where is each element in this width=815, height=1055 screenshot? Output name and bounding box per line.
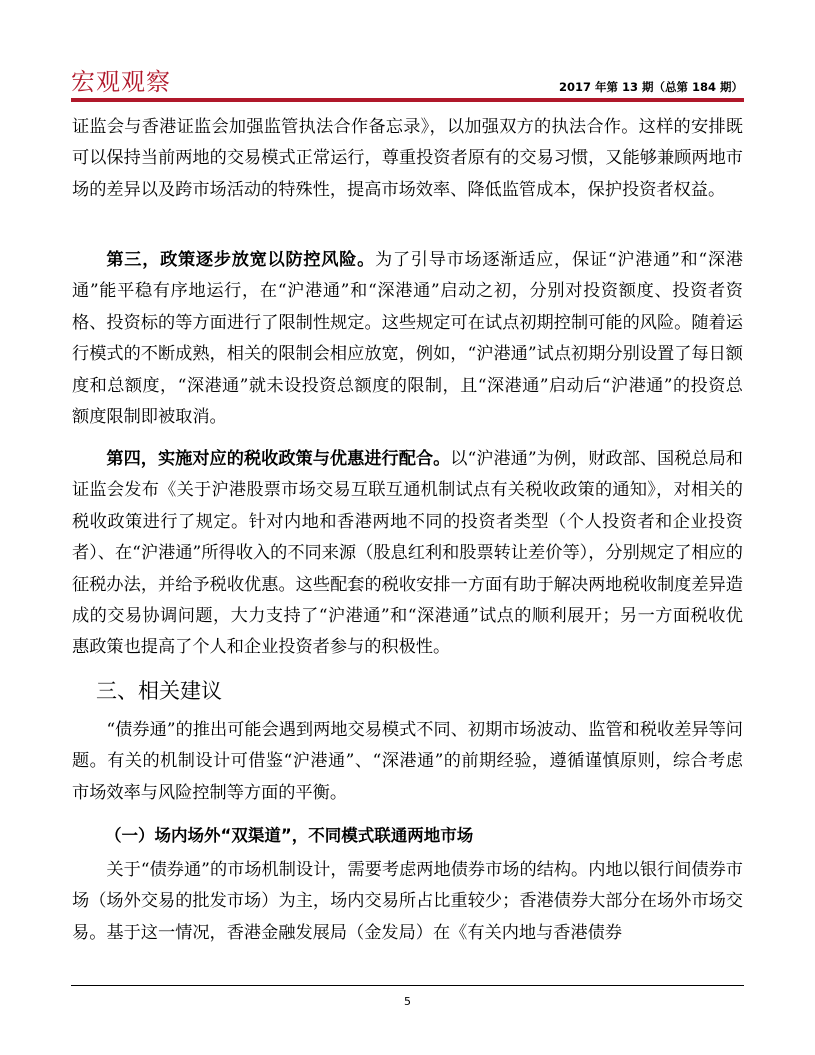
paragraph-block-4: [72, 715, 743, 809]
section-heading: 三、相关建议: [96, 679, 222, 703]
publication-title: 宏观观察: [71, 68, 171, 96]
paragraph-block-1: [72, 112, 743, 206]
header-divider: [71, 98, 744, 102]
paragraph-body-fourth: 以“沪港通”为例，财政部、国税总局和证监会发布《关于沪港股票市场交易互联互通机制试点有关税收政策的通知》，对相关的税收政策进行了规定。针对内地和香港两地不同的投资者类型（个人投资者和企业投资者）、在“沪港通”所得收入的不同来源（股息红利和股票转让差价等），分别规定了相应的征税办法，并给予税收优惠。这些配套的税收安排一方面有助于解决两地税收制度差异造成的交易协调问题，大力支持了“沪港通”和“深港通”试点的顺利展开；另一方面税收优惠政策也提高了个人和企业投资者参与的积极性。: [72, 449, 743, 658]
paragraph-fourth-point: [72, 444, 743, 664]
paragraph-block-3: [72, 444, 743, 664]
paragraph-block-2: [72, 245, 743, 433]
page-number: 5: [404, 995, 411, 1008]
sub-heading: （一）场内场外“双渠道”，不同模式联通两地市场: [105, 826, 474, 845]
paragraph-lead-third: 第三，政策逐步放宽以防控风险。: [106, 250, 375, 270]
paragraph-continuation: 证监会与香港证监会加强监管执法合作备忘录》，以加强双方的执法合作。这样的安排既可以保持当前两地的交易模式正常运行，尊重投资者原有的交易习惯，又能够兼顾两地市场的差异以及跨市场活动的特殊性，提高市场效率、降低监管成本，保护投资者权益。: [72, 117, 743, 200]
paragraph-market-mechanism: 关于“债券通”的市场机制设计，需要考虑两地债券市场的结构。内地以银行间债券市场（场外交易的批发市场）为主，场内交易所占比重较少；香港债券大部分在场外市场交易。基于这一情况，香港金融发展局（金发局）在《有关内地与香港债券: [72, 860, 743, 943]
issue-number: 2017 年第 13 期（总第 184 期）: [558, 80, 743, 94]
paragraph-third-point: [72, 245, 743, 433]
paragraph-lead-fourth: 第四，实施对应的税收政策与优惠进行配合。: [106, 449, 451, 469]
paragraph-recommendations-intro: “债券通”的推出可能会遇到两地交易模式不同、初期市场波动、监管和税收差异等问题。有关的机制设计可借鉴“沪港通”、“深港通”的前期经验，遵循谨慎原则，综合考虑市场效率与风险控制等方面的平衡。: [72, 720, 743, 803]
paragraph-block-5: [72, 855, 743, 949]
footer-divider: [71, 985, 744, 986]
paragraph-body-third: 为了引导市场逐渐适应，保证“沪港通”和“深港通”能平稳有序地运行，在“沪港通”和“深港通”启动之初，分别对投资额度、投资者资格、投资标的等方面进行了限制性规定。这些规定可在试点初期控制可能的风险。随着运行模式的不断成熟，相关的限制会相应放宽，例如，“沪港通”试点初期分别设置了每日额度和总额度，“深港通”就未设投资总额度的限制，且“深港通”启动后“沪港通”的投资总额度限制即被取消。: [72, 250, 743, 428]
